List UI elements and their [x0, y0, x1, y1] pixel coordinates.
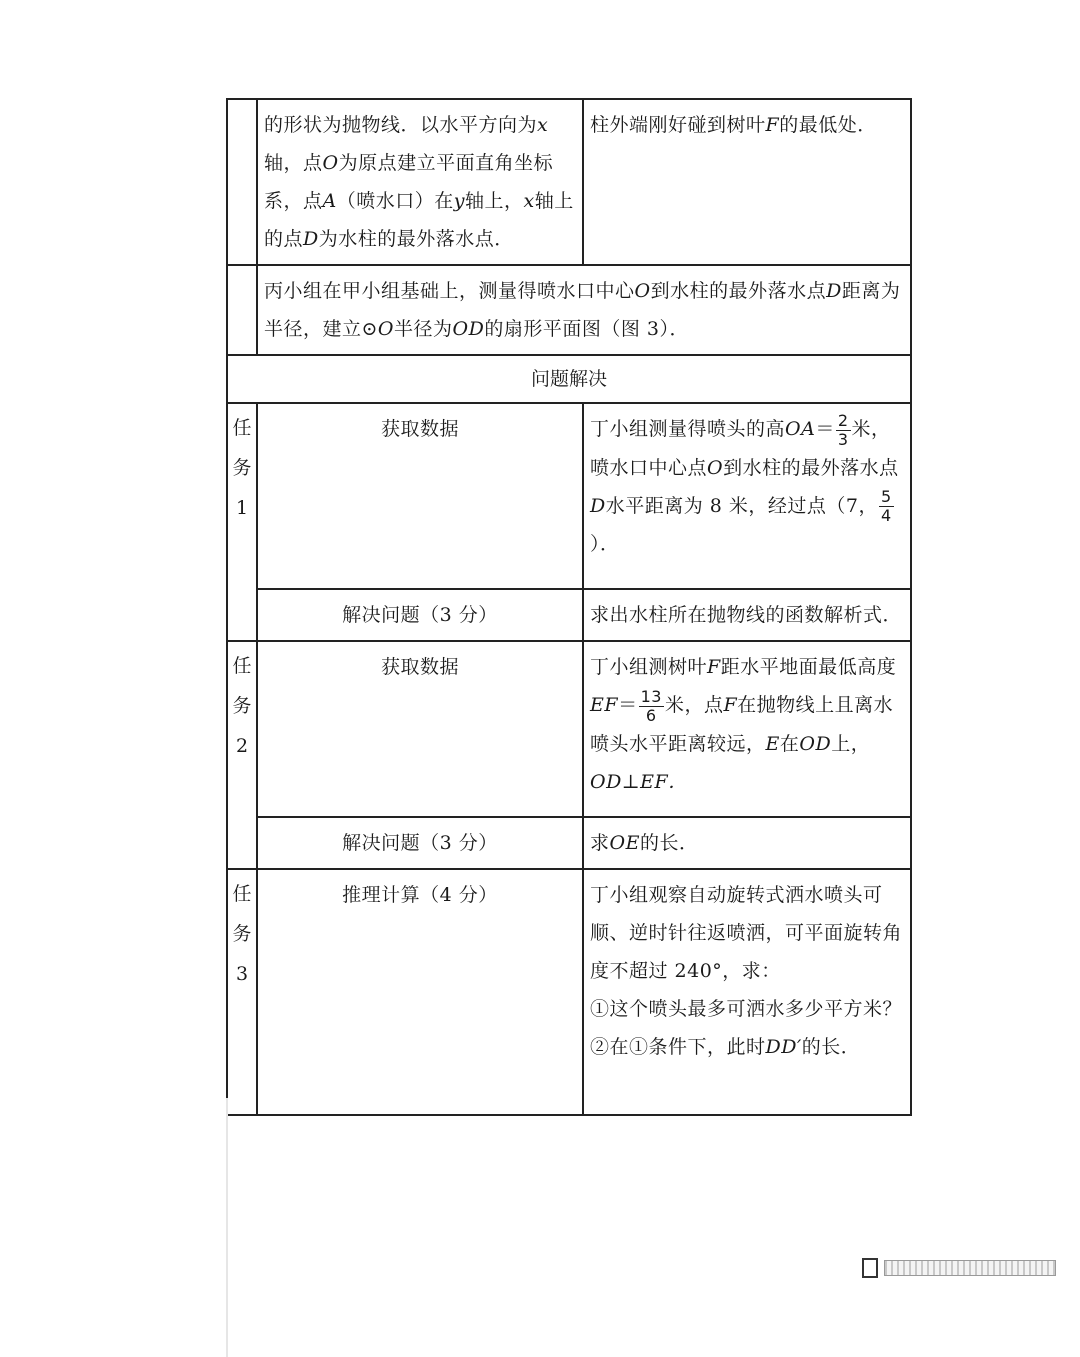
- task2-data-cell: 丁小组测树叶F距水平地面最低高度EF＝ $\frac{13}{6}$ 米，点F在抛物线上且离水喷头水平距离较远，E在OD上，OD⊥EF．: [583, 641, 911, 817]
- fraction: $\frac{5}{4}$: [881, 487, 892, 525]
- table-row: [227, 869, 911, 1115]
- fraction: $\frac{2}{3}$: [837, 410, 849, 449]
- task3-label: 任 务 3: [227, 869, 257, 1115]
- task1-label: 任 务 1: [227, 403, 257, 641]
- group-bing-cell: 丙小组在甲小组基础上，测量得喷水口中心O到水柱的最外落水点D距离为半径，建立⊙O半径为OD的扇形平面图（图 3）．: [257, 265, 911, 355]
- task1-data-cell: 丁小组测量得喷头的高OA＝ $\frac{2}{3}$ 米，喷水口中心点O到水柱的最外落水点D水平距离为 8 米，经过点（7， $\frac{5}{4}$ ）．: [583, 403, 911, 589]
- context-cell-right: 柱外端刚好碰到树叶F的最低处．: [583, 99, 911, 265]
- page-scroll-indicator[interactable]: [862, 1258, 1058, 1278]
- section-title: 问题解决: [227, 355, 911, 403]
- row-label-empty: [227, 99, 257, 265]
- task2-get-data-label: 获取数据: [257, 641, 583, 817]
- page-marker-icon: [862, 1258, 878, 1278]
- task-table: [226, 98, 912, 1116]
- scroll-track[interactable]: [884, 1260, 1056, 1276]
- table-row: [227, 265, 911, 355]
- table-row: [227, 355, 911, 403]
- context-cell-left: 的形状为抛物线．以水平方向为x轴，点O为原点建立平面直角坐标系，点A（喷水口）在y轴上，x轴上的点D为水柱的最外落水点．: [257, 99, 583, 265]
- task2-solve-label: 解决问题（3 分）: [257, 817, 583, 869]
- fraction: $\frac{13}{6}$: [640, 686, 662, 725]
- table-row: [227, 99, 911, 265]
- table-row: [227, 403, 911, 589]
- table-row: [227, 589, 911, 641]
- page-edge-line: [226, 1098, 228, 1357]
- task1-solve-cell: 求出水柱所在抛物线的函数解析式．: [583, 589, 911, 641]
- task3-reason-label: 推理计算（4 分）: [257, 869, 583, 1115]
- task2-label: 任 务 2: [227, 641, 257, 869]
- task1-solve-label: 解决问题（3 分）: [257, 589, 583, 641]
- task3-question-cell: 丁小组观察自动旋转式洒水喷头可顺、逆时针往返喷洒，可平面旋转角度不超过 240°，求： ①这个喷头最多可洒水多少平方米？ ②在①条件下，此时DD′的长．: [583, 869, 911, 1115]
- table-row: [227, 641, 911, 817]
- task1-get-data-label: 获取数据: [257, 403, 583, 589]
- row-label-empty: [227, 265, 257, 355]
- task2-solve-cell: 求OE的长．: [583, 817, 911, 869]
- table-row: [227, 817, 911, 869]
